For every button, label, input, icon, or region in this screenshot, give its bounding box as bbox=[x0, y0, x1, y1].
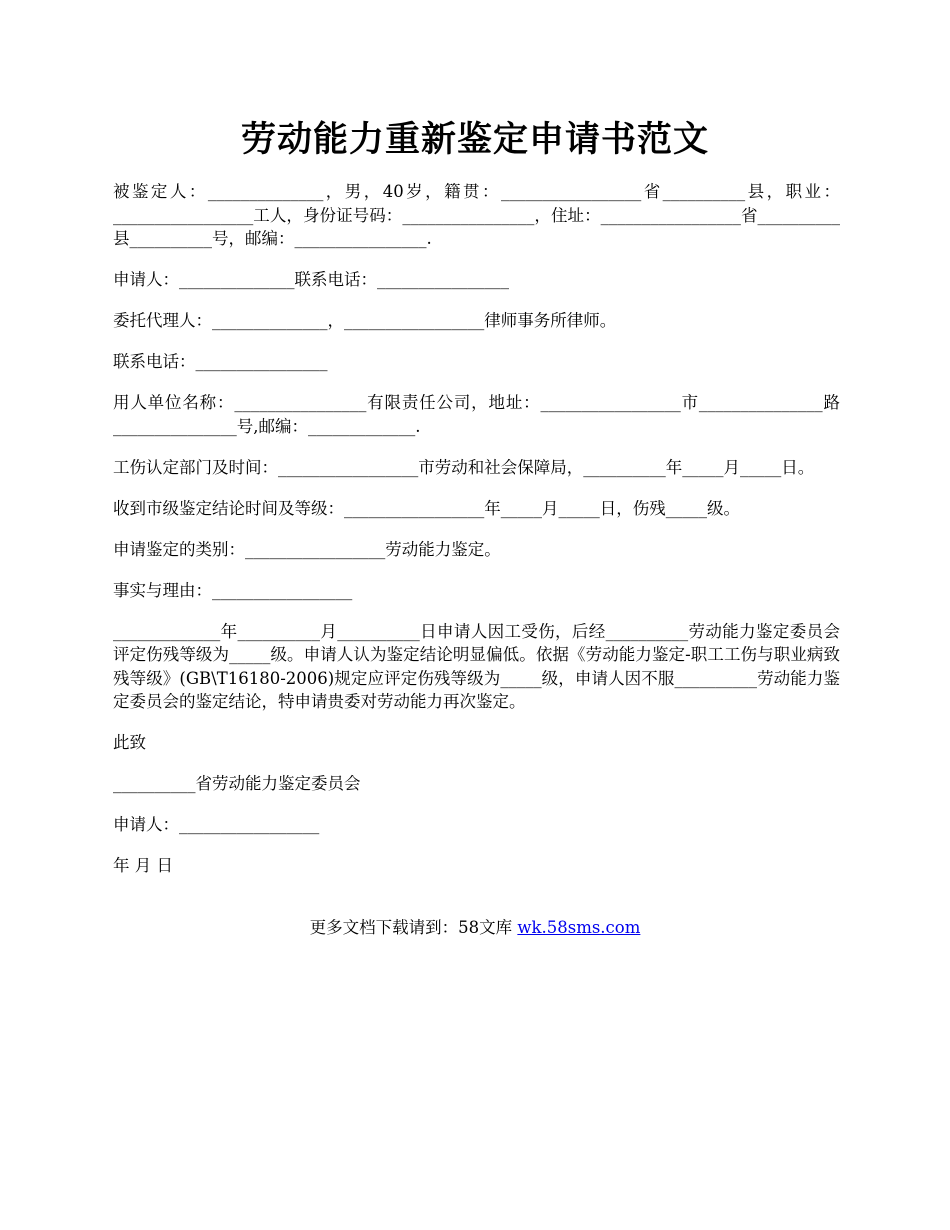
paragraph-date: 年 月 日 bbox=[113, 856, 173, 875]
download-footer bbox=[0, 914, 950, 938]
footer-link[interactable]: wk.58sms.com bbox=[517, 918, 641, 937]
document-body bbox=[113, 180, 840, 895]
paragraph-applicant: 申请人：______________联系电话：________________ bbox=[113, 270, 509, 289]
paragraph-salutation: 此致 bbox=[113, 733, 146, 752]
paragraph-injury-recognition: 工伤认定部门及时间：_________________市劳动和社会保障局，__________年_____月_____日。 bbox=[113, 457, 815, 477]
paragraph-facts-heading: 事实与理由：_________________ bbox=[113, 580, 353, 600]
paragraph-agent: 委托代理人：______________，_________________律师事务所律师。 bbox=[113, 311, 617, 330]
paragraph-recipient: __________省劳动能力鉴定委员会 bbox=[113, 774, 361, 793]
paragraph-appraisal-type: 申请鉴定的类别：_________________劳动能力鉴定。 bbox=[113, 539, 501, 559]
document-title: 劳动能力重新鉴定申请书范文 bbox=[240, 119, 709, 160]
paragraph-subject-info: 被鉴定人：______________，男，40岁，籍贯：_________________省__________县，职业：_________________工人，身份证号码：________________，住址：_________________省__________县__________号，邮编：________________. bbox=[113, 182, 840, 248]
paragraph-city-conclusion: 收到市级鉴定结论时间及等级：_________________年_____月_____日，伤残_____级。 bbox=[113, 498, 740, 518]
footer-text: 更多文档下载请到：58文库 bbox=[309, 918, 513, 937]
paragraph-employer: 用人单位名称：________________有限责任公司，地址：_________________市_______________路_______________号,邮编：_____________. bbox=[113, 393, 840, 436]
paragraph-facts-body: _____________年__________月__________日申请人因工受伤，后经__________劳动能力鉴定委员会评定伤残等级为_____级。申请人认为鉴定结论明显偏低。依据《劳动能力鉴定-职工工伤与职业病致残等级》(GB\T16180-2006)规定应评定伤残等级为_____级，申请人因不服__________劳动能力鉴定委员会的鉴定结论，特申请贵委对劳动能力再次鉴定。 bbox=[113, 621, 840, 711]
paragraph-signature: 申请人：_________________ bbox=[113, 815, 320, 834]
paragraph-agent-phone: 联系电话：________________ bbox=[113, 352, 328, 371]
